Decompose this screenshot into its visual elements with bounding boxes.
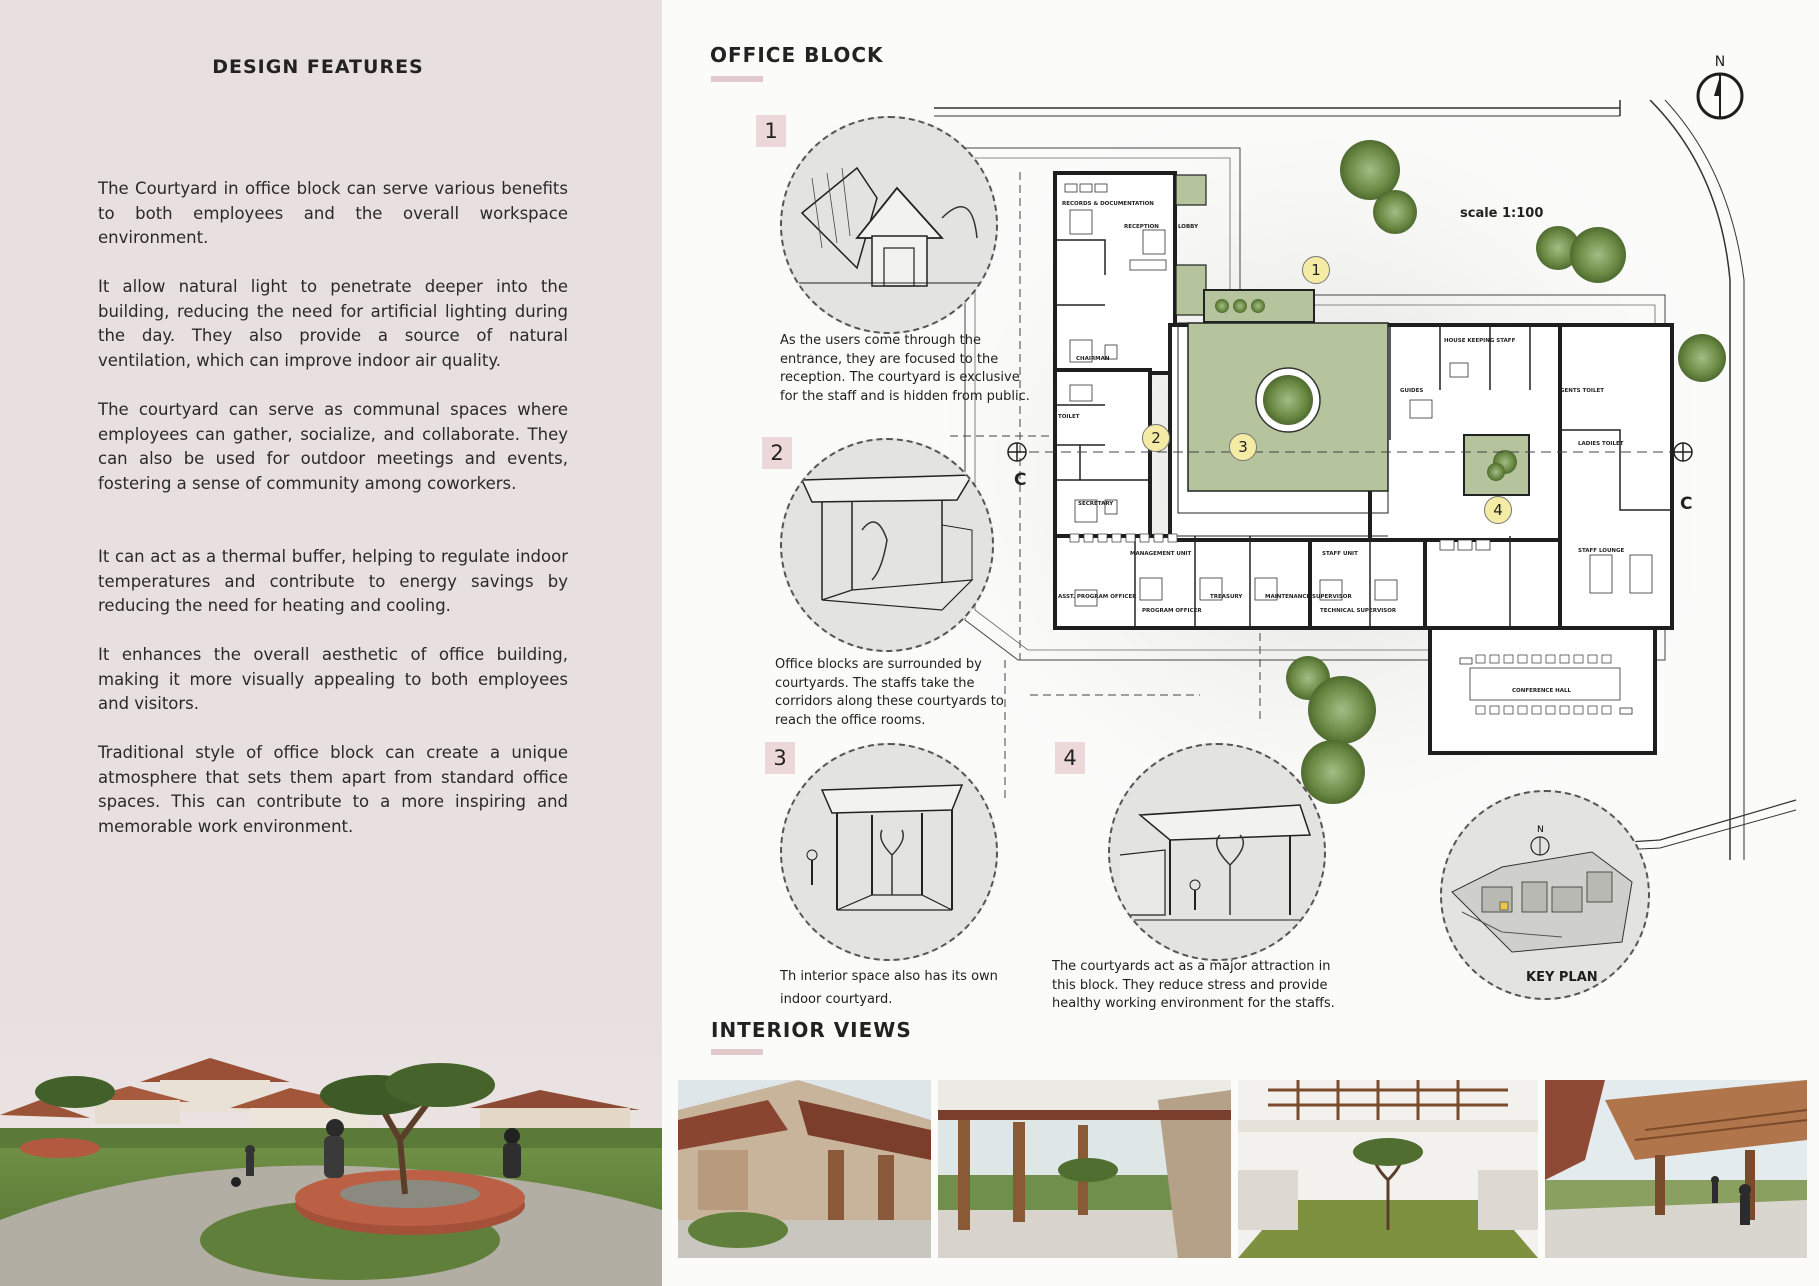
feature-paragraph-3: The courtyard can serve as communal spaces where employees can gather, socialize, and collaborate. They can also be used for outdoor meetings and events, fostering a sense of community among coworkers.: [98, 400, 568, 493]
north-label: N: [1714, 54, 1726, 70]
sketch-entrance: [780, 116, 998, 334]
design-features-panel: [0, 0, 662, 1286]
interior-view-1: [678, 1080, 931, 1258]
sketch-caption-1: As the users come through the entrance, they are focused to the reception. The courtyard is exclusive for the staff and is hidden from public.: [780, 333, 1030, 404]
office-block-title-rule: [711, 76, 763, 82]
room-label-secretary: SECRETARY: [1078, 501, 1114, 507]
room-label-guides: GUIDES: [1400, 388, 1424, 394]
room-label-treasury: TREASURY: [1210, 594, 1243, 600]
room-label-management: MANAGEMENT UNIT: [1130, 551, 1192, 557]
room-label-toilet: TOILET: [1058, 414, 1080, 420]
plan-marker-3: 3: [1229, 433, 1257, 461]
sketch-interior-courtyard: [780, 743, 998, 961]
plan-scale-label: scale 1:100: [1460, 206, 1544, 221]
plan-marker-1: 1: [1302, 256, 1330, 284]
room-label-program-officer: PROGRAM OFFICER: [1142, 608, 1202, 614]
key-plan-label: KEY PLAN: [1526, 970, 1598, 985]
room-label-records: RECORDS & DOCUMENTATION: [1062, 201, 1154, 207]
feature-paragraph-1: The Courtyard in office block can serve various benefits to both employees and the overall workspace environment.: [98, 179, 568, 247]
room-label-technical: TECHNICAL SUPERVISOR: [1320, 608, 1397, 614]
exterior-courtyard-render: [0, 1000, 662, 1286]
north-arrow: [1694, 54, 1746, 124]
office-block-title: OFFICE BLOCK: [710, 43, 884, 67]
room-label-gents-toilet: GENTS TOILET: [1560, 388, 1604, 394]
feature-paragraph-6: Traditional style of office block can create a unique atmosphere that sets them apart from standard office spaces. This can contribute to a more inspiring and memorable work environment.: [98, 743, 568, 836]
interior-views-title-rule: [711, 1049, 763, 1055]
design-features-title: DESIGN FEATURES: [212, 56, 424, 78]
plan-marker-2: 2: [1142, 424, 1170, 452]
section-label-left: C: [1014, 470, 1027, 490]
key-plan: [1440, 790, 1650, 1000]
interior-view-3: [1238, 1080, 1538, 1258]
sketch-courtyard-attraction: [1108, 743, 1326, 961]
room-label-conference: CONFERENCE HALL: [1512, 688, 1572, 694]
room-label-asst-officer: ASST. PROGRAM OFFICER: [1058, 594, 1137, 600]
interior-view-4: [1545, 1080, 1807, 1258]
sketch-number-4: 4: [1055, 742, 1085, 774]
room-label-staff-unit: STAFF UNIT: [1322, 551, 1358, 557]
sketch-caption-3: Th interior space also has its own indoor courtyard.: [780, 969, 998, 1007]
section-marker-left: [1008, 443, 1026, 461]
feature-paragraph-5: It enhances the overall aesthetic of office building, making it more visually appealing to both employees and visitors.: [98, 645, 568, 713]
section-marker-right: [1674, 443, 1692, 461]
plan-marker-4: 4: [1484, 496, 1512, 524]
key-plan-north: N: [1537, 825, 1544, 835]
north-compass-icon: [1694, 70, 1746, 122]
sketch-number-3: 3: [765, 742, 795, 774]
sketch-corridor: [780, 438, 994, 652]
room-label-lobby: LOBBY: [1178, 224, 1199, 230]
interior-views-title: INTERIOR VIEWS: [711, 1018, 912, 1042]
sketch-caption-4: The courtyards act as a major attraction in this block. They reduce stress and provide healthy working environment for the staffs.: [1052, 959, 1335, 1011]
feature-paragraph-4: It can act as a thermal buffer, helping to regulate indoor temperatures and contribute to energy savings by reducing the need for heating and cooling.: [98, 547, 568, 615]
sketch-number-2: 2: [762, 437, 792, 469]
room-label-maintenance: MAINTENANCE SUPERVISOR: [1265, 594, 1352, 600]
interior-view-2: [938, 1080, 1231, 1258]
room-label-ladies-toilet: LADIES TOILET: [1578, 441, 1624, 447]
sketch-caption-2: Office blocks are surrounded by courtyards. The staffs take the corridors along these courtyards to reach the office rooms.: [775, 657, 1004, 728]
room-label-reception: RECEPTION: [1124, 224, 1159, 230]
feature-paragraph-2: It allow natural light to penetrate deeper into the building, reducing the need for artificial lighting during the day. They also provide a source of natural ventilation, which can improve indoor air quality.: [98, 277, 568, 370]
sketch-number-1: 1: [756, 115, 786, 147]
room-label-chairman: CHAIRMAN: [1076, 356, 1110, 362]
room-label-housekeeping: HOUSE KEEPING STAFF: [1444, 338, 1516, 344]
section-label-right: C: [1680, 494, 1693, 514]
room-label-staff-lounge: STAFF LOUNGE: [1578, 548, 1625, 554]
